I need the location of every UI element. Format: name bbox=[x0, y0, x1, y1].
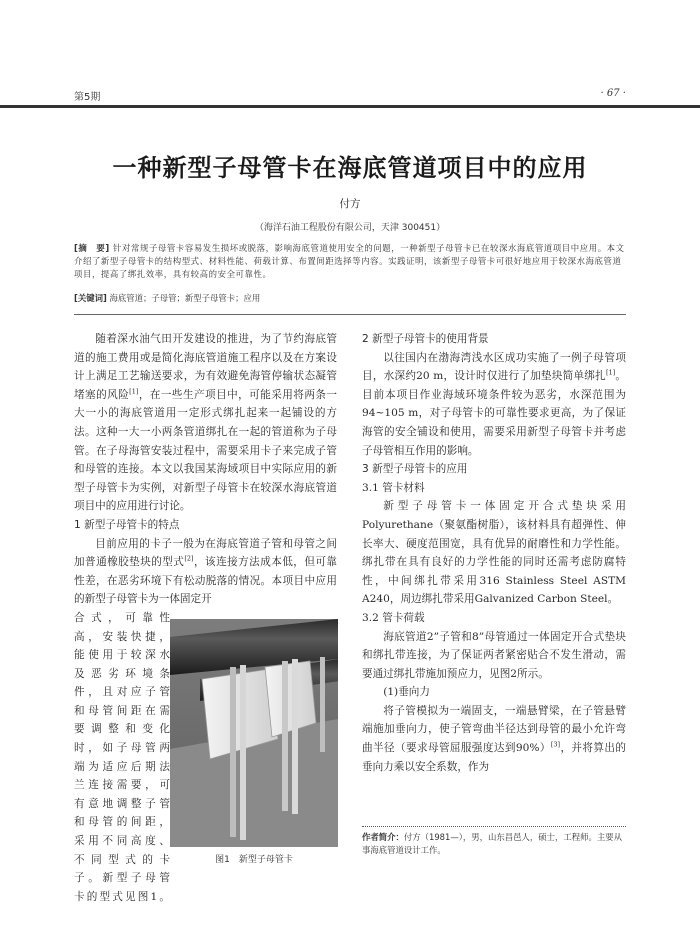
author-name: 付方 bbox=[339, 198, 361, 210]
author-info-label: 作者简介： bbox=[362, 832, 404, 842]
keywords-text: 海底管道；子母管；新型子母管卡；应用 bbox=[109, 293, 261, 303]
author-info-text: 付方（1981—），男，山东昌邑人，硕士，工程师。主要从事海底管道设计工作。 bbox=[362, 832, 622, 855]
author-info bbox=[362, 826, 626, 857]
ref-3: [3] bbox=[550, 740, 561, 749]
wrapped-line: 兰连接需要，可 bbox=[74, 779, 170, 792]
issue-number: 第5期 bbox=[74, 92, 101, 103]
wrapped-line: 能使用于较深水 bbox=[74, 649, 170, 662]
ref-1: [1] bbox=[129, 387, 139, 396]
section-3-1-paragraph: 新型子母管卡一体固定开合式垫块采用Polyurethane（聚氨酯树脂），该材料具有超弹性、伸长率大、硬度范围宽，具有优异的耐磨性和力学性能。绑扎带在具有良好的力学性能的同时还需考虑防腐特性，中间绑扎带采用316 Stainless Steel ASTM A240，周边绑扎带采用Galvanized Carbon Steel。 bbox=[362, 500, 626, 606]
ref-1b: [1] bbox=[605, 368, 616, 377]
abstract-label: [摘 要] bbox=[74, 243, 110, 253]
wrapped-line: 不同型式的卡 bbox=[74, 853, 170, 866]
keywords-label: [关键词] bbox=[74, 293, 107, 303]
wrapped-line: 要调整和变化 bbox=[74, 723, 170, 736]
section-1-heading: 1 新型子母管卡的特点 bbox=[74, 518, 180, 531]
wrapped-line: 有意地调整子管 bbox=[74, 797, 170, 810]
section-3-heading: 3 新型子母管卡的应用 bbox=[362, 463, 468, 476]
wrapped-line: 和母管的间距， bbox=[74, 816, 170, 829]
wrapped-line: 及恶劣环境条 bbox=[74, 667, 170, 680]
intro-paragraph: 随着深水油气田开发建设的推进，为了节约海底管道的施工费用或是简化海底管道施工程序以及在方案设计上满足工艺输送要求，为有效避免海管停输状态凝管堵塞的风险[1]，在一些生产项目中，可能采用将两条一大一小的海底管道用一定形式绑扎起来一起铺设的方法。这种一大一小两条管道绑扎在一起的管道称为子母管。在子母海管安装过程中，需要采用卡子来完成子管和母管的连接。本文以我国某海域项目中实际应用的新型子母管卡为实例，对新型子母管卡在较深水海底管道项目中的应用进行讨论。 bbox=[74, 333, 338, 513]
affiliation: （海洋石油工程股份有限公司，天津 300451） bbox=[254, 223, 446, 233]
wrapped-line: 时，如子母管两 bbox=[74, 742, 170, 755]
wrapped-line: 和母管间距在需 bbox=[74, 704, 170, 717]
pipe-clamp-illustration bbox=[170, 619, 338, 847]
figure-1-caption: 图1 新型子母管卡 bbox=[215, 855, 293, 865]
vertical-force-paragraph: 将子管模拟为一端固支，一端悬臂梁，在子管悬臂端施加垂向力，使子管弯曲半径达到母管的最小允许弯曲半径（要求母管屈服强度达到90%）[3]，并将算出的垂向力乘以安全系数，作为 bbox=[362, 704, 626, 773]
abstract-text: 针对常规子母管卡容易发生损坏或脱落，影响海底管道使用安全的问题，一种新型子母管卡已在较深水海底管道项目中应用。本文介绍了新型子母管卡的结构型式、材料性能、荷载计算、布置间距选择等内容。实践证明，该新型子母管卡可很好地应用于较深水海底管道项目，提高了绑扎效率，具有较高的安全可靠性。 bbox=[74, 243, 625, 279]
section-3-1-heading: 3.1 管卡材料 bbox=[362, 481, 425, 494]
wrapped-text bbox=[74, 609, 170, 907]
wrapped-line: 端为适应后期法 bbox=[74, 760, 170, 773]
wrapped-line: 件，且对应子管 bbox=[74, 686, 170, 699]
figure-pipe-clamp-photo bbox=[170, 619, 338, 847]
section-3-2-heading: 3.2 管卡荷载 bbox=[362, 611, 425, 624]
header-rule bbox=[0, 105, 700, 108]
wrapped-line: 合式，可靠性 bbox=[74, 611, 170, 624]
ref-2: [2] bbox=[184, 554, 194, 563]
wrapped-line: 采用不同高度、 bbox=[74, 835, 170, 848]
right-column bbox=[362, 330, 626, 776]
page-number: · 67 · bbox=[600, 88, 626, 99]
wrapped-line: 子。新型子母管 bbox=[74, 872, 170, 885]
vertical-force-heading: (1)垂向力 bbox=[383, 686, 430, 699]
keywords bbox=[74, 292, 626, 304]
wrapped-line: 卡的型式见图1。 bbox=[74, 890, 170, 903]
section-2-paragraph: 以往国内在渤海湾浅水区成功实施了一例子母管项目，水深约20 m，设计时仅进行了加垫块简单绑扎[1]。目前本项目作业海域环境条件较为恶劣，水深范围为94~105 m，对子母管卡的可靠性要求更高，为了保证海管的安全铺设和使用，需要采用新型子母管卡并考虑子母管相互作用的影响。 bbox=[362, 351, 626, 457]
section-3-2-paragraph: 海底管道2”子管和8”母管通过一体固定开合式垫块和绑扎带连接，为了保证两者紧密贴合不发生滑动，需要通过绑扎带施加预应力，见图2所示。 bbox=[362, 630, 626, 680]
abstract-rule bbox=[74, 314, 626, 315]
section-1-paragraph: 目前应用的卡子一般为在海底管道子管和母管之间加普通橡胶垫块的型式[2]，该连接方法成本低，但可靠性差，在恶劣环境下有松动脱落的情况。本项目中应用的新型子母管卡为一体固定开 bbox=[74, 537, 338, 606]
page-header bbox=[74, 0, 626, 109]
abstract bbox=[74, 242, 626, 281]
section-2-heading: 2 新型子母管卡的使用背景 bbox=[362, 333, 489, 345]
paper-title: 一种新型子母管卡在海底管道项目中的应用 bbox=[112, 154, 588, 182]
wrapped-line: 高，安装快捷， bbox=[74, 630, 170, 643]
